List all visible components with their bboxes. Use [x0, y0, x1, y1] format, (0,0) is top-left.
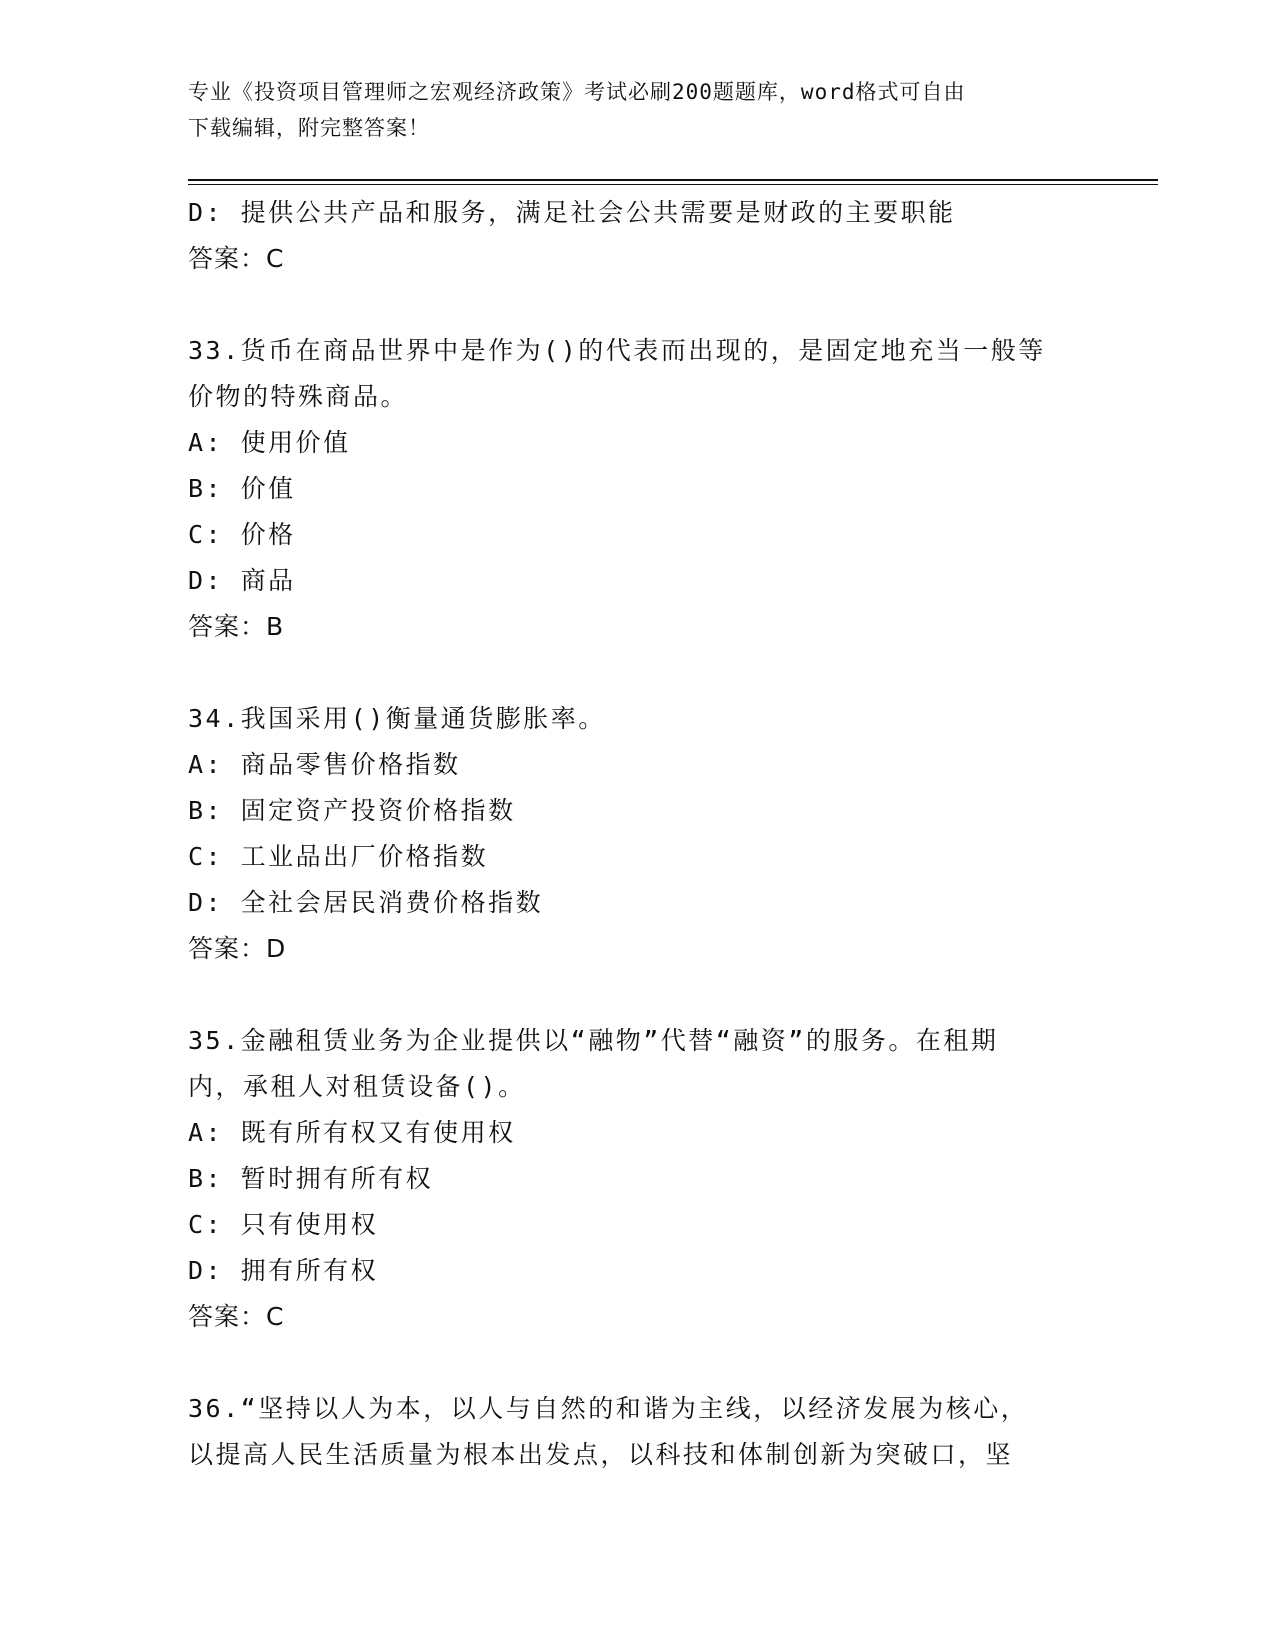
option-b: B: 固定资产投资价格指数	[188, 796, 516, 825]
spacer	[188, 650, 1088, 696]
option-d: D: 商品	[188, 566, 296, 595]
spacer	[188, 1340, 1088, 1386]
header-line-1: 专业《投资项目管理师之宏观经济政策》考试必刷200题题库，word格式可自由	[188, 80, 966, 104]
question-stem: 33.货币在商品世界中是作为()的代表而出现的，是固定地充当一般等	[188, 336, 1046, 365]
document-header	[188, 74, 1088, 146]
question-33	[188, 328, 1088, 650]
option-c: C: 工业品出厂价格指数	[188, 842, 489, 871]
question-35	[188, 1018, 1088, 1340]
question-stem: 35.金融租赁业务为企业提供以“融物”代替“融资”的服务。在租期	[188, 1026, 999, 1055]
answer: 答案：C	[188, 244, 285, 273]
option-b: B: 价值	[188, 474, 296, 503]
option-d: D: 全社会居民消费价格指数	[188, 888, 544, 917]
header-divider-thick	[188, 179, 1158, 181]
option-d: D: 提供公共产品和服务，满足社会公共需要是财政的主要职能	[188, 198, 956, 227]
question-34	[188, 696, 1088, 972]
question-stem: 以提高人民生活质量为根本出发点，以科技和体制创新为突破口，坚	[188, 1440, 1014, 1469]
question-stem: 36.“坚持以人为本，以人与自然的和谐为主线，以经济发展为核心，	[188, 1394, 1029, 1423]
answer: 答案：D	[188, 934, 287, 963]
header-line-2: 下载编辑，附完整答案！	[188, 116, 430, 140]
document-body	[188, 190, 1088, 1478]
answer: 答案：B	[188, 612, 285, 641]
question-36	[188, 1386, 1088, 1478]
spacer	[188, 972, 1088, 1018]
option-c: C: 价格	[188, 520, 296, 549]
option-a: A: 商品零售价格指数	[188, 750, 461, 779]
header-divider-thin	[188, 184, 1158, 185]
option-a: A: 使用价值	[188, 428, 351, 457]
question-stem: 内，承租人对租赁设备()。	[188, 1072, 526, 1101]
option-d: D: 拥有所有权	[188, 1256, 379, 1285]
option-b: B: 暂时拥有所有权	[188, 1164, 434, 1193]
option-a: A: 既有所有权又有使用权	[188, 1118, 516, 1147]
spacer	[188, 282, 1088, 328]
question-stem: 34.我国采用()衡量通货膨胀率。	[188, 704, 606, 733]
answer: 答案：C	[188, 1302, 285, 1331]
question-stem: 价物的特殊商品。	[188, 382, 409, 411]
option-c: C: 只有使用权	[188, 1210, 379, 1239]
